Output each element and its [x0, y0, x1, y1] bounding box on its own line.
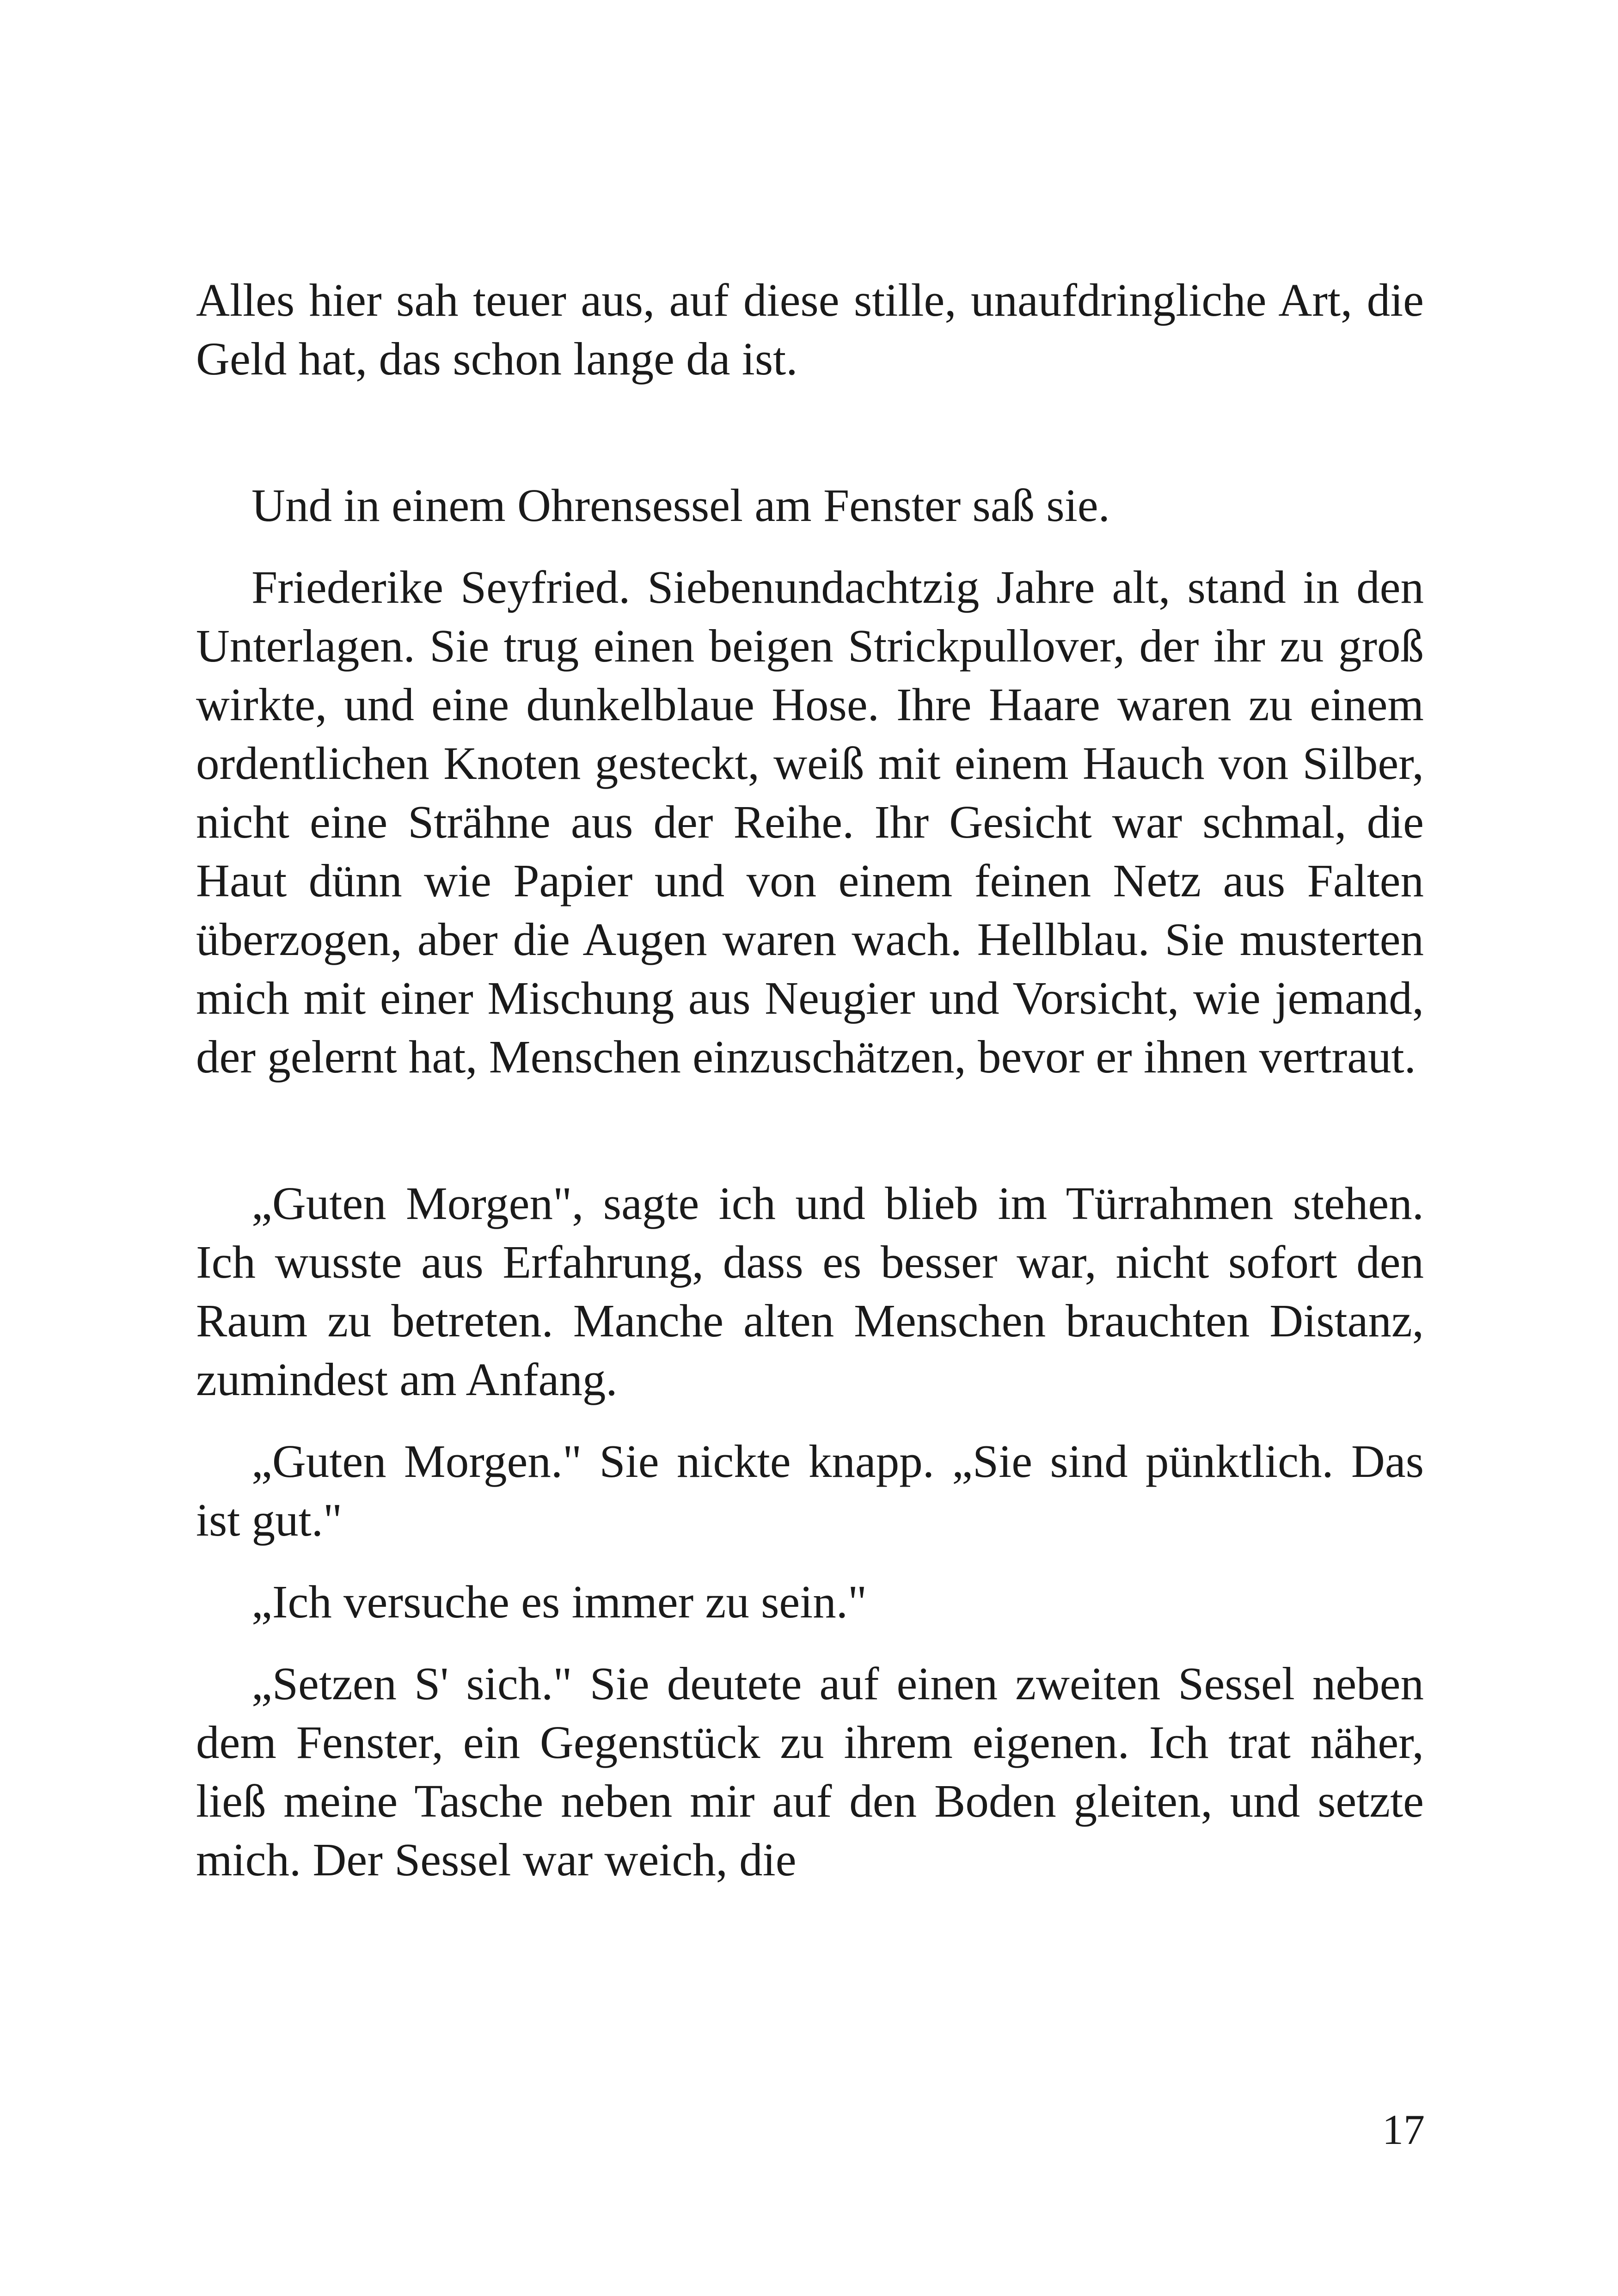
- paragraph-5: „Guten Morgen." Sie nickte knapp. „Sie sind pünktlich. Das ist gut.": [196, 1435, 1424, 1546]
- paragraph-2: Und in einem Ohrensessel am Fenster saß sie.: [251, 479, 1110, 531]
- page-number: 17: [1382, 2106, 1425, 2153]
- paragraph-4: „Guten Morgen", sagte ich und blieb im Türrahmen stehen. Ich wusste aus Erfahrung, dass es besser war, nicht sofort den Raum zu betreten. Manche alten Menschen brauchten Distanz, zumindest am Anfang.: [196, 1177, 1424, 1405]
- paragraph-7: „Setzen S' sich." Sie deutete auf einen zweiten Sessel neben dem Fenster, ein Gegenstück zu ihrem eigenen. Ich trat näher, ließ meine Tasche neben mir auf den Boden gleiten, und setzte mich. Der Sessel war weich, die: [196, 1658, 1424, 1886]
- paragraph-3: Friederike Seyfried. Siebenundachtzig Jahre alt, stand in den Unterlagen. Sie trug einen beigen Strickpullover, der ihr zu groß wirkte, und eine dunkelblaue Hose. Ihre Haare waren zu einem ordentlichen Knoten gesteckt, weiß mit einem Hauch von Silber, nicht eine Strähne aus der Reihe. Ihr Gesicht war schmal, die Haut dünn wie Papier und von einem feinen Netz aus Falten überzogen, aber die Augen waren wach. Hellblau. Sie musterten mich mit einer Mischung aus Neugier und Vorsicht, wie jemand, der gelernt hat, Menschen einzuschätzen, bevor er ihnen vertraut.: [196, 561, 1424, 1083]
- paragraph-6: „Ich versuche es immer zu sein.": [251, 1576, 867, 1628]
- body-text: [196, 271, 1424, 1889]
- paragraph-1: Alles hier sah teuer aus, auf diese stille, unaufdringliche Art, die Geld hat, das schon lange da ist.: [196, 274, 1424, 385]
